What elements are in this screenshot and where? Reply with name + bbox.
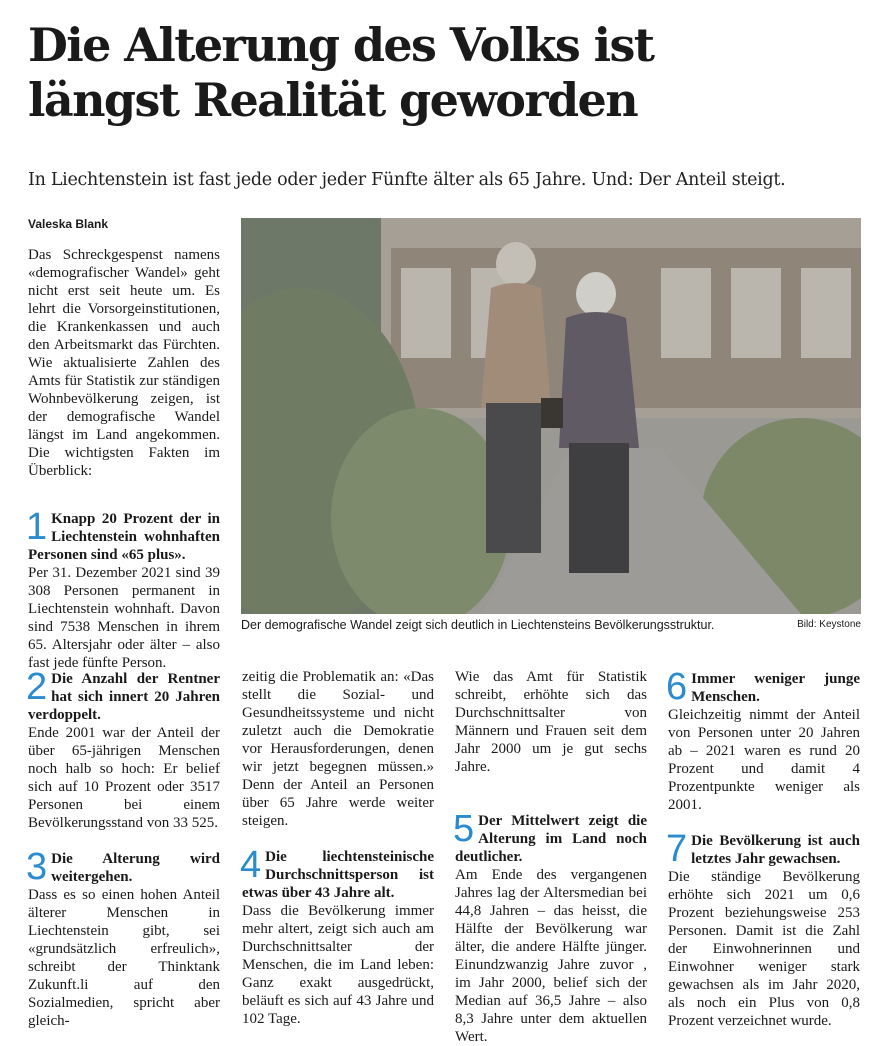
fact-5: [453, 808, 647, 1046]
fact-body: Ende 2001 war der Anteil der über 65-jährigen Menschen noch halb so hoch: Er belief sich auf 10 Prozent oder 3517 Personen bei einem Bevölkerungsstand von 33 525.: [28, 725, 220, 831]
article-photo: [241, 218, 861, 614]
fact-heading: Die liechtensteinische Durchschnittsperson ist etwas über 43 Jahre alt.: [242, 849, 434, 901]
fact-3: [26, 846, 220, 1030]
photo-elderly-couple-walking: [241, 218, 861, 614]
fact-body: Per 31. Dezember 2021 sind 39 308 Personen permanent in Liechtenstein wohnhaft. Davon sind 7538 Menschen in ihrem 65. Altersjahr oder älter – also fast jede fünfte Person.: [28, 565, 220, 671]
fact-1: [26, 506, 220, 672]
column-1-lower: [26, 666, 220, 1030]
fact-heading: Der Mittelwert zeigt die Alterung im Land noch deutlicher.: [455, 813, 647, 865]
fact-number: 4: [240, 844, 262, 886]
headline-line-2: längst Realität geworden: [28, 73, 638, 127]
intro-paragraph: Das Schreckgespenst namens «demografischer Wandel» geht nicht erst seit heute um. Es lehrt die Vorsorgeinstitutionen, die Krankenkassen und auch den Arbeitsmarkt das Fürchten. Wie aktualisierte Zahlen des Amts für Statistik zur ständigen Wohnbevölkerung zeigen, ist der demografische Wandel längst im Land angekommen. Die wichtigsten Fakten im Überblick:: [28, 247, 220, 479]
photo-caption: Der demografische Wandel zeigt sich deutlich in Liechtensteins Bevölkerungsstruktur.: [241, 618, 715, 632]
fact-body: Die ständige Bevölkerung erhöhte sich 2021 um 0,6 Prozent beziehungsweise 253 Personen. Damit ist die Zahl der Einwohnerinnen und Einwohner weniger stark gewachsen als im Jahr 2020, als noch ein Plus von 0,8 Prozent verzeichnet wurde.: [668, 869, 860, 1029]
column-1: [28, 246, 220, 672]
fact-number: 6: [666, 666, 688, 708]
fact-3-continued: zeitig die Problematik an: «Das stellt die Sozial- und Gesundheitssysteme und nicht zuletzt auch die Demokratie vor Herausforderungen, denen wir jetzt begegnen müssen.» Denn der Anteil an Personen über 65 Jahre werde weiter steigen.: [242, 669, 434, 829]
lead-text: In Liechtenstein ist fast jede oder jeder Fünfte älter als 65 Jahre. Und: Der Anteil steigt.: [28, 170, 786, 190]
fact-heading: Die Anzahl der Rentner hat sich innert 20 Jahren verdoppelt.: [28, 671, 220, 723]
headline: [28, 18, 868, 128]
fact-number: 5: [453, 808, 475, 850]
fact-7: [666, 828, 860, 1030]
fact-body: Dass es so einen hohen Anteil älterer Menschen in Liechtenstein gibt, sei «grundsätzlich erfreulich», schreibt der Thinktank Zukunft.li auf den Sozialmedien, spricht aber gleich-: [28, 887, 220, 1029]
fact-number: 1: [26, 506, 48, 548]
fact-6: [666, 666, 860, 814]
column-2: [242, 668, 434, 1028]
fact-body: Dass die Bevölkerung immer mehr altert, zeigt sich auch am Durchschnittsalter der Menschen, die im Land leben: Ganz exakt ausgedrückt, beläuft es sich auf 43 Jahre und 102 Tage.: [242, 903, 434, 1027]
fact-heading: Immer weniger junge Menschen.: [691, 671, 860, 705]
photo-credit: Bild: Keystone: [797, 619, 861, 630]
fact-number: 7: [666, 828, 688, 870]
fact-heading: Die Alterung wird weitergehen.: [51, 851, 220, 885]
fact-4-continued: Wie das Amt für Statistik schreibt, erhöhte sich das Durchschnittsalter von Männern und Frauen seit dem Jahr 2000 um je gut sechs Jahre.: [455, 669, 647, 775]
fact-heading: Knapp 20 Prozent der in Liechtenstein wohnhaften Personen sind «65 plus».: [28, 511, 220, 563]
headline-line-1: Die Alterung des Volks ist: [28, 18, 654, 72]
fact-number: 3: [26, 846, 48, 888]
fact-heading: Die Bevölkerung ist auch letztes Jahr gewachsen.: [691, 833, 860, 867]
fact-number: 2: [26, 666, 48, 708]
fact-body: Gleichzeitig nimmt der Anteil von Personen unter 20 Jahren ab – 2021 waren es rund 20 Prozent und damit 4 Prozentpunkte weniger als 2001.: [668, 707, 860, 813]
author-byline: Valeska Blank: [28, 217, 109, 231]
column-3: [455, 668, 647, 1046]
fact-2: [26, 666, 220, 832]
fact-4: [240, 844, 434, 1028]
column-4: [666, 666, 860, 1030]
fact-body: Am Ende des vergangenen Jahres lag der Altersmedian bei 44,8 Jahren – das heisst, die Hälfte der Bevölkerung war älter, die andere Hälfte jünger. Einundzwanzig Jahre zuvor , im Jahr 2000, belief sich der Median auf 36,5 Jahre – also 8,3 Jahre unter dem aktuellen Wert.: [455, 867, 647, 1045]
photo-caption-bar: [241, 618, 861, 636]
